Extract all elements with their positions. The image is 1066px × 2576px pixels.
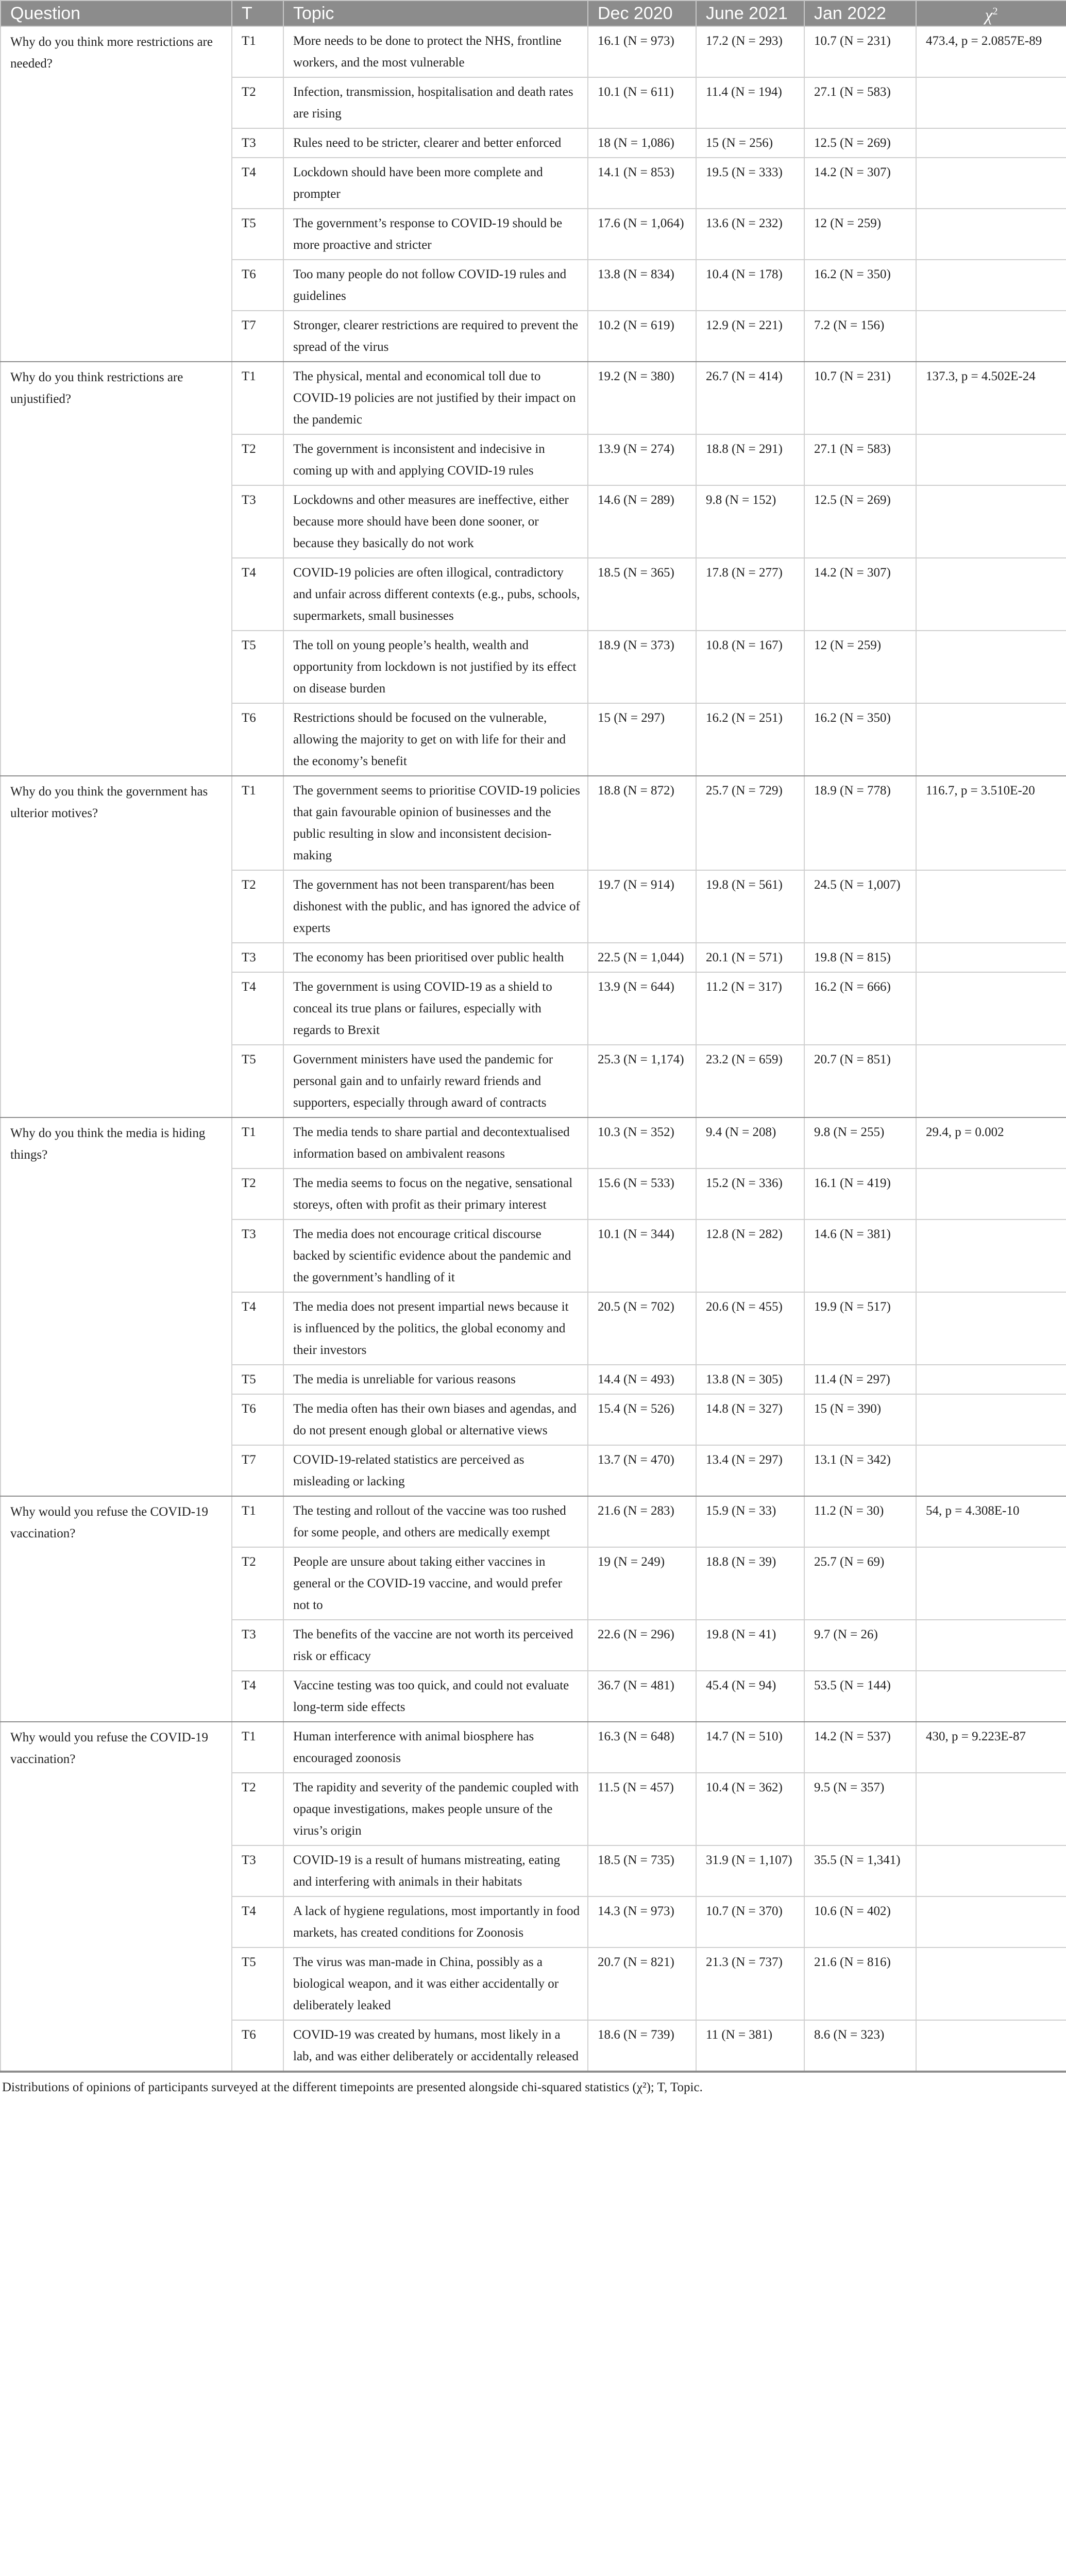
question-cell: Why would you refuse the COVID-19 vaccination? — [1, 1722, 232, 2071]
topic-cell: People are unsure about taking either vaccines in general or the COVID-19 vaccine, and would prefer not to — [283, 1547, 588, 1620]
topic-id-cell: T5 — [232, 1365, 283, 1394]
topic-id-cell: T4 — [232, 1671, 283, 1722]
topic-cell: The benefits of the vaccine are not worth its perceived risk or efficacy — [283, 1620, 588, 1671]
jan-2022-cell: 14.6 (N = 381) — [804, 1219, 916, 1292]
jan-2022-cell: 20.7 (N = 851) — [804, 1045, 916, 1117]
dec-2020-cell: 36.7 (N = 481) — [588, 1671, 696, 1722]
jan-2022-cell: 19.9 (N = 517) — [804, 1292, 916, 1365]
chi-squared-cell — [916, 1773, 1066, 1845]
topic-cell: Government ministers have used the pandemic for personal gain and to unfairly reward friends and supporters, especially through award of contracts — [283, 1045, 588, 1117]
dec-2020-cell: 14.1 (N = 853) — [588, 158, 696, 209]
june-2021-cell: 11.2 (N = 317) — [696, 972, 804, 1045]
topic-cell: The government seems to prioritise COVID-19 policies that gain favourable opinion of businesses and the public resulting in slow and inconsistent decision-making — [283, 776, 588, 870]
chi-squared-cell — [916, 434, 1066, 485]
topic-cell: Lockdowns and other measures are ineffective, either because more should have been done sooner, or because they basically do not work — [283, 485, 588, 558]
june-2021-cell: 17.2 (N = 293) — [696, 26, 804, 77]
dec-2020-cell: 18.5 (N = 365) — [588, 558, 696, 631]
topic-id-cell: T1 — [232, 26, 283, 77]
jan-2022-cell: 18.9 (N = 778) — [804, 776, 916, 870]
june-2021-cell: 12.9 (N = 221) — [696, 311, 804, 362]
topic-cell: The media seems to focus on the negative, sensational storeys, often with profit as their primary interest — [283, 1168, 588, 1219]
topic-cell: The virus was man-made in China, possibly as a biological weapon, and it was either accidentally or deliberately leaked — [283, 1947, 588, 2020]
chi-squared-cell — [916, 158, 1066, 209]
topic-cell: Vaccine testing was too quick, and could not evaluate long-term side effects — [283, 1671, 588, 1722]
topic-cell: Lockdown should have been more complete and prompter — [283, 158, 588, 209]
dec-2020-cell: 15 (N = 297) — [588, 703, 696, 776]
june-2021-cell: 20.1 (N = 571) — [696, 943, 804, 972]
jan-2022-cell: 12.5 (N = 269) — [804, 485, 916, 558]
topic-id-cell: T4 — [232, 1896, 283, 1947]
chi-symbol: χ — [985, 6, 993, 25]
table-row — [1, 26, 1066, 77]
jan-2022-cell: 10.7 (N = 231) — [804, 26, 916, 77]
topic-id-cell: T1 — [232, 1496, 283, 1547]
dec-2020-cell: 17.6 (N = 1,064) — [588, 209, 696, 260]
chi-squared-cell — [916, 260, 1066, 311]
question-cell: Why do you think the government has ulterior motives? — [1, 776, 232, 1117]
table-body — [1, 26, 1066, 2071]
topic-cell: The media does not encourage critical discourse backed by scientific evidence about the pandemic and the government’s handling of it — [283, 1219, 588, 1292]
june-2021-cell: 16.2 (N = 251) — [696, 703, 804, 776]
chi-squared-cell: 430, p = 9.223E-87 — [916, 1722, 1066, 1773]
header-t: T — [232, 1, 283, 26]
dec-2020-cell: 14.6 (N = 289) — [588, 485, 696, 558]
june-2021-cell: 31.9 (N = 1,107) — [696, 1845, 804, 1896]
june-2021-cell: 14.8 (N = 327) — [696, 1394, 804, 1445]
chi-squared-cell: 473.4, p = 2.0857E-89 — [916, 26, 1066, 77]
topic-id-cell: T4 — [232, 158, 283, 209]
topic-id-cell: T2 — [232, 870, 283, 943]
june-2021-cell: 21.3 (N = 737) — [696, 1947, 804, 2020]
jan-2022-cell: 14.2 (N = 307) — [804, 558, 916, 631]
chi-squared-cell — [916, 972, 1066, 1045]
jan-2022-cell: 35.5 (N = 1,341) — [804, 1845, 916, 1896]
topic-id-cell: T3 — [232, 1845, 283, 1896]
topic-cell: The media tends to share partial and decontextualised information based on ambivalent reasons — [283, 1117, 588, 1168]
chi-squared-cell — [916, 209, 1066, 260]
june-2021-cell: 9.8 (N = 152) — [696, 485, 804, 558]
topic-id-cell: T4 — [232, 558, 283, 631]
jan-2022-cell: 8.6 (N = 323) — [804, 2020, 916, 2071]
dec-2020-cell: 10.3 (N = 352) — [588, 1117, 696, 1168]
chi-squared-cell — [916, 128, 1066, 158]
jan-2022-cell: 15 (N = 390) — [804, 1394, 916, 1445]
dec-2020-cell: 14.3 (N = 973) — [588, 1896, 696, 1947]
topic-cell: The government is using COVID-19 as a shield to conceal its true plans or failures, especially with regards to Brexit — [283, 972, 588, 1045]
dec-2020-cell: 18.5 (N = 735) — [588, 1845, 696, 1896]
dec-2020-cell: 13.9 (N = 274) — [588, 434, 696, 485]
jan-2022-cell: 19.8 (N = 815) — [804, 943, 916, 972]
jan-2022-cell: 10.7 (N = 231) — [804, 362, 916, 434]
june-2021-cell: 18.8 (N = 39) — [696, 1547, 804, 1620]
june-2021-cell: 23.2 (N = 659) — [696, 1045, 804, 1117]
topic-id-cell: T6 — [232, 2020, 283, 2071]
dec-2020-cell: 10.1 (N = 344) — [588, 1219, 696, 1292]
question-cell: Why do you think the media is hiding things? — [1, 1117, 232, 1496]
topic-id-cell: T1 — [232, 362, 283, 434]
dec-2020-cell: 19.2 (N = 380) — [588, 362, 696, 434]
topic-cell: COVID-19 policies are often illogical, contradictory and unfair across different contexts (e.g., pubs, schools, supermarkets, small businesses — [283, 558, 588, 631]
topic-id-cell: T5 — [232, 1947, 283, 2020]
topic-id-cell: T5 — [232, 209, 283, 260]
topic-id-cell: T2 — [232, 1773, 283, 1845]
jan-2022-cell: 27.1 (N = 583) — [804, 434, 916, 485]
topic-id-cell: T2 — [232, 434, 283, 485]
topic-cell: The physical, mental and economical toll due to COVID-19 policies are not justified by their impact on the pandemic — [283, 362, 588, 434]
topic-cell: COVID-19 is a result of humans mistreating, eating and interfering with animals in their habitats — [283, 1845, 588, 1896]
chi-squared-cell — [916, 1845, 1066, 1896]
jan-2022-cell: 12 (N = 259) — [804, 209, 916, 260]
topic-cell: A lack of hygiene regulations, most importantly in food markets, has created conditions for Zoonosis — [283, 1896, 588, 1947]
topic-cell: The economy has been prioritised over public health — [283, 943, 588, 972]
header-dec-2020: Dec 2020 — [588, 1, 696, 26]
chi-squared-cell — [916, 1547, 1066, 1620]
dec-2020-cell: 18.9 (N = 373) — [588, 631, 696, 703]
chi-squared-cell — [916, 1365, 1066, 1394]
june-2021-cell: 10.4 (N = 178) — [696, 260, 804, 311]
topic-id-cell: T7 — [232, 1445, 283, 1496]
jan-2022-cell: 14.2 (N = 307) — [804, 158, 916, 209]
jan-2022-cell: 11.4 (N = 297) — [804, 1365, 916, 1394]
topic-id-cell: T3 — [232, 943, 283, 972]
dec-2020-cell: 22.5 (N = 1,044) — [588, 943, 696, 972]
june-2021-cell: 10.8 (N = 167) — [696, 631, 804, 703]
june-2021-cell: 15 (N = 256) — [696, 128, 804, 158]
header-topic: Topic — [283, 1, 588, 26]
chi-squared-cell — [916, 631, 1066, 703]
jan-2022-cell: 16.2 (N = 666) — [804, 972, 916, 1045]
jan-2022-cell: 16.2 (N = 350) — [804, 260, 916, 311]
topic-cell: The media is unreliable for various reasons — [283, 1365, 588, 1394]
jan-2022-cell: 16.2 (N = 350) — [804, 703, 916, 776]
chi-squared-cell — [916, 703, 1066, 776]
question-cell: Why do you think more restrictions are needed? — [1, 26, 232, 362]
dec-2020-cell: 16.1 (N = 973) — [588, 26, 696, 77]
june-2021-cell: 19.8 (N = 41) — [696, 1620, 804, 1671]
topic-id-cell: T7 — [232, 311, 283, 362]
jan-2022-cell: 9.8 (N = 255) — [804, 1117, 916, 1168]
june-2021-cell: 13.4 (N = 297) — [696, 1445, 804, 1496]
june-2021-cell: 11 (N = 381) — [696, 2020, 804, 2071]
table-row — [1, 1496, 1066, 1547]
chi-squared-cell: 29.4, p = 0.002 — [916, 1117, 1066, 1168]
dec-2020-cell: 19 (N = 249) — [588, 1547, 696, 1620]
chi-squared-cell — [916, 311, 1066, 362]
topic-cell: The rapidity and severity of the pandemic coupled with opaque investigations, makes people unsure of the virus’s origin — [283, 1773, 588, 1845]
jan-2022-cell: 21.6 (N = 816) — [804, 1947, 916, 2020]
chi-squared-cell — [916, 1292, 1066, 1365]
topic-id-cell: T2 — [232, 77, 283, 128]
june-2021-cell: 10.4 (N = 362) — [696, 1773, 804, 1845]
question-cell: Why would you refuse the COVID-19 vaccination? — [1, 1496, 232, 1722]
dec-2020-cell: 22.6 (N = 296) — [588, 1620, 696, 1671]
chi-squared-cell: 116.7, p = 3.510E-20 — [916, 776, 1066, 870]
june-2021-cell: 17.8 (N = 277) — [696, 558, 804, 631]
chi-superscript: 2 — [992, 6, 998, 17]
table-row — [1, 1722, 1066, 1773]
table-header — [1, 1, 1066, 26]
june-2021-cell: 19.5 (N = 333) — [696, 158, 804, 209]
topic-id-cell: T3 — [232, 485, 283, 558]
topic-id-cell: T6 — [232, 1394, 283, 1445]
header-june-2021: June 2021 — [696, 1, 804, 26]
topic-cell: Rules need to be stricter, clearer and better enforced — [283, 128, 588, 158]
dec-2020-cell: 11.5 (N = 457) — [588, 1773, 696, 1845]
dec-2020-cell: 20.7 (N = 821) — [588, 1947, 696, 2020]
jan-2022-cell: 7.2 (N = 156) — [804, 311, 916, 362]
chi-squared-cell — [916, 1219, 1066, 1292]
dec-2020-cell: 13.7 (N = 470) — [588, 1445, 696, 1496]
dec-2020-cell: 18 (N = 1,086) — [588, 128, 696, 158]
dec-2020-cell: 18.6 (N = 739) — [588, 2020, 696, 2071]
chi-squared-cell — [916, 1620, 1066, 1671]
june-2021-cell: 25.7 (N = 729) — [696, 776, 804, 870]
topic-cell: The government is inconsistent and indecisive in coming up with and applying COVID-19 rules — [283, 434, 588, 485]
dec-2020-cell: 18.8 (N = 872) — [588, 776, 696, 870]
dec-2020-cell: 20.5 (N = 702) — [588, 1292, 696, 1365]
dec-2020-cell: 15.4 (N = 526) — [588, 1394, 696, 1445]
jan-2022-cell: 13.1 (N = 342) — [804, 1445, 916, 1496]
chi-squared-cell — [916, 1671, 1066, 1722]
header-chi-squared — [916, 1, 1066, 26]
dec-2020-cell: 19.7 (N = 914) — [588, 870, 696, 943]
topic-cell: Human interference with animal biosphere has encouraged zoonosis — [283, 1722, 588, 1773]
jan-2022-cell: 12 (N = 259) — [804, 631, 916, 703]
dec-2020-cell: 13.9 (N = 644) — [588, 972, 696, 1045]
topic-id-cell: T3 — [232, 128, 283, 158]
topic-id-cell: T4 — [232, 1292, 283, 1365]
jan-2022-cell: 27.1 (N = 583) — [804, 77, 916, 128]
topic-id-cell: T6 — [232, 260, 283, 311]
june-2021-cell: 26.7 (N = 414) — [696, 362, 804, 434]
dec-2020-cell: 13.8 (N = 834) — [588, 260, 696, 311]
topic-id-cell: T6 — [232, 703, 283, 776]
dec-2020-cell: 14.4 (N = 493) — [588, 1365, 696, 1394]
jan-2022-cell: 11.2 (N = 30) — [804, 1496, 916, 1547]
chi-squared-cell — [916, 1896, 1066, 1947]
topic-cell: Infection, transmission, hospitalisation and death rates are rising — [283, 77, 588, 128]
dec-2020-cell: 21.6 (N = 283) — [588, 1496, 696, 1547]
june-2021-cell: 15.9 (N = 33) — [696, 1496, 804, 1547]
topic-cell: More needs to be done to protect the NHS, frontline workers, and the most vulnerable — [283, 26, 588, 77]
chi-squared-cell — [916, 943, 1066, 972]
topic-id-cell: T3 — [232, 1620, 283, 1671]
june-2021-cell: 19.8 (N = 561) — [696, 870, 804, 943]
june-2021-cell: 18.8 (N = 291) — [696, 434, 804, 485]
chi-squared-cell: 137.3, p = 4.502E-24 — [916, 362, 1066, 434]
chi-squared-cell: 54, p = 4.308E-10 — [916, 1496, 1066, 1547]
dec-2020-cell: 25.3 (N = 1,174) — [588, 1045, 696, 1117]
topic-cell: Too many people do not follow COVID-19 rules and guidelines — [283, 260, 588, 311]
chi-squared-cell — [916, 1045, 1066, 1117]
header-row — [1, 1, 1066, 26]
june-2021-cell: 10.7 (N = 370) — [696, 1896, 804, 1947]
topic-cell: The government’s response to COVID-19 should be more proactive and stricter — [283, 209, 588, 260]
topic-cell: The media often has their own biases and agendas, and do not present enough global or alternative views — [283, 1394, 588, 1445]
jan-2022-cell: 53.5 (N = 144) — [804, 1671, 916, 1722]
june-2021-cell: 13.6 (N = 232) — [696, 209, 804, 260]
header-question: Question — [1, 1, 232, 26]
dec-2020-cell: 15.6 (N = 533) — [588, 1168, 696, 1219]
topic-id-cell: T5 — [232, 631, 283, 703]
header-jan-2022: Jan 2022 — [804, 1, 916, 26]
table-row — [1, 1117, 1066, 1168]
topic-cell: Restrictions should be focused on the vulnerable, allowing the majority to get on with life for their and the economy’s benefit — [283, 703, 588, 776]
topic-id-cell: T4 — [232, 972, 283, 1045]
june-2021-cell: 15.2 (N = 336) — [696, 1168, 804, 1219]
table-row — [1, 362, 1066, 434]
jan-2022-cell: 12.5 (N = 269) — [804, 128, 916, 158]
chi-squared-cell — [916, 77, 1066, 128]
table-row — [1, 776, 1066, 870]
topic-id-cell: T2 — [232, 1547, 283, 1620]
jan-2022-cell: 9.5 (N = 357) — [804, 1773, 916, 1845]
topic-id-cell: T1 — [232, 1722, 283, 1773]
topic-id-cell: T1 — [232, 776, 283, 870]
dec-2020-cell: 16.3 (N = 648) — [588, 1722, 696, 1773]
chi-squared-cell — [916, 1168, 1066, 1219]
topic-cell: The media does not present impartial news because it is influenced by the politics, the global economy and their investors — [283, 1292, 588, 1365]
chi-squared-cell — [916, 1947, 1066, 2020]
topic-cell: Stronger, clearer restrictions are required to prevent the spread of the virus — [283, 311, 588, 362]
jan-2022-cell: 9.7 (N = 26) — [804, 1620, 916, 1671]
topic-cell: COVID-19-related statistics are perceived as misleading or lacking — [283, 1445, 588, 1496]
topic-cell: The government has not been transparent/has been dishonest with the public, and has ignored the advice of experts — [283, 870, 588, 943]
topic-cell: The toll on young people’s health, wealth and opportunity from lockdown is not justified by its effect on disease burden — [283, 631, 588, 703]
jan-2022-cell: 25.7 (N = 69) — [804, 1547, 916, 1620]
jan-2022-cell: 16.1 (N = 419) — [804, 1168, 916, 1219]
topic-id-cell: T2 — [232, 1168, 283, 1219]
topic-cell: COVID-19 was created by humans, most likely in a lab, and was either deliberately or accidentally released — [283, 2020, 588, 2071]
topic-id-cell: T1 — [232, 1117, 283, 1168]
topic-id-cell: T3 — [232, 1219, 283, 1292]
chi-squared-cell — [916, 558, 1066, 631]
jan-2022-cell: 10.6 (N = 402) — [804, 1896, 916, 1947]
june-2021-cell: 11.4 (N = 194) — [696, 77, 804, 128]
question-cell: Why do you think restrictions are unjustified? — [1, 362, 232, 776]
chi-squared-cell — [916, 2020, 1066, 2071]
chi-squared-cell — [916, 1445, 1066, 1496]
june-2021-cell: 13.8 (N = 305) — [696, 1365, 804, 1394]
june-2021-cell: 20.6 (N = 455) — [696, 1292, 804, 1365]
topic-id-cell: T5 — [232, 1045, 283, 1117]
dec-2020-cell: 10.1 (N = 611) — [588, 77, 696, 128]
jan-2022-cell: 24.5 (N = 1,007) — [804, 870, 916, 943]
june-2021-cell: 9.4 (N = 208) — [696, 1117, 804, 1168]
table-footnote: Distributions of opinions of participants surveyed at the different timepoints are presented alongside chi-squared statistics (χ²); T, Topic. — [0, 2072, 1066, 2098]
june-2021-cell: 45.4 (N = 94) — [696, 1671, 804, 1722]
chi-squared-cell — [916, 1394, 1066, 1445]
topic-cell: The testing and rollout of the vaccine was too rushed for some people, and others are medically exempt — [283, 1496, 588, 1547]
jan-2022-cell: 14.2 (N = 537) — [804, 1722, 916, 1773]
chi-squared-cell — [916, 870, 1066, 943]
chi-squared-cell — [916, 485, 1066, 558]
june-2021-cell: 14.7 (N = 510) — [696, 1722, 804, 1773]
dec-2020-cell: 10.2 (N = 619) — [588, 311, 696, 362]
june-2021-cell: 12.8 (N = 282) — [696, 1219, 804, 1292]
